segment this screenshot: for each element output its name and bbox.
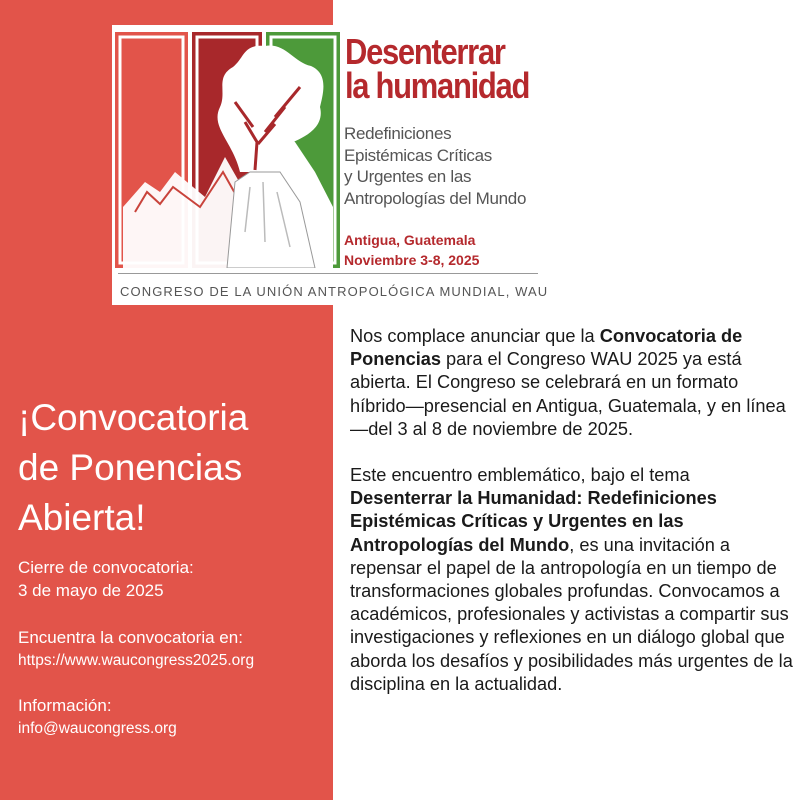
contact-label: Información: — [18, 696, 112, 715]
logo-subtitle-line: Epistémicas Críticas — [344, 145, 492, 165]
paragraph-2 — [350, 464, 795, 696]
deadline-date: 3 de mayo de 2025 — [18, 581, 164, 600]
logo-subtitle-line: Antropologías del Mundo — [344, 188, 527, 208]
logo-title-line-2: la humanidad — [345, 65, 530, 106]
p2-text-a: Este encuentro emblemático, bajo el tema — [350, 465, 690, 486]
call-block — [18, 626, 254, 672]
call-url-link[interactable]: https://www.waucongress2025.org — [18, 652, 255, 669]
p2-bold-theme: Desenterrar la Humanidad: Redefiniciones Epistémicas Críticas y Urgentes en las Antropologías del Mundo — [350, 488, 717, 555]
headline-line-1: ¡Convocatoria — [18, 397, 249, 438]
logo-divider — [118, 273, 538, 274]
announcement-body — [350, 325, 795, 719]
deadline-block — [18, 556, 194, 602]
logo-subtitle-line: Redefiniciones — [344, 124, 452, 143]
logo-title-line-1: Desenterrar — [345, 31, 505, 72]
headline-line-3: Abierta! — [18, 497, 146, 538]
paragraph-1 — [350, 325, 795, 441]
logo-subtitle — [344, 123, 544, 209]
congress-logo — [112, 25, 549, 305]
headline-line-2: de Ponencias — [18, 447, 243, 488]
p1-text-a: Nos complace anunciar que la — [350, 326, 600, 346]
logo-footer: CONGRESO DE LA UNIÓN ANTROPOLÓGICA MUNDIAL, WAU — [120, 284, 549, 299]
contact-block — [18, 694, 177, 740]
logo-place: Antigua, Guatemala — [344, 232, 476, 248]
logo-location-dates — [344, 230, 479, 270]
p1-bold: Convocatoria de Ponencias — [350, 326, 743, 370]
contact-email-link[interactable]: info@waucongress.org — [18, 720, 177, 737]
call-label: Encuentra la convocatoria en: — [18, 628, 243, 647]
deadline-label: Cierre de convocatoria: — [18, 558, 194, 577]
logo-subtitle-line: y Urgentes en las — [344, 167, 472, 186]
volcano-tree-logo-art — [115, 32, 340, 268]
headline — [18, 393, 328, 543]
p2-text-c: , es una invitación a repensar el papel de la antropología en un tiempo de transformaciones globales profundas. Convocamos a académicos, profesionales y activistas a compartir sus investigaciones y reflexiones en un diálogo global que aborda los desafíos y posibilidades más urgentes de la disciplina en la actualidad. — [350, 534, 793, 694]
p1-text-c: para el Congreso WAU 2025 ya está abierta. El Congreso se celebrará en un formato híbrido—presencial en Antigua, Guatemala, y en línea—del 3 al 8 de noviembre de 2025. — [350, 349, 786, 439]
logo-dates: Noviembre 3-8, 2025 — [344, 252, 480, 268]
logo-title — [345, 31, 530, 106]
